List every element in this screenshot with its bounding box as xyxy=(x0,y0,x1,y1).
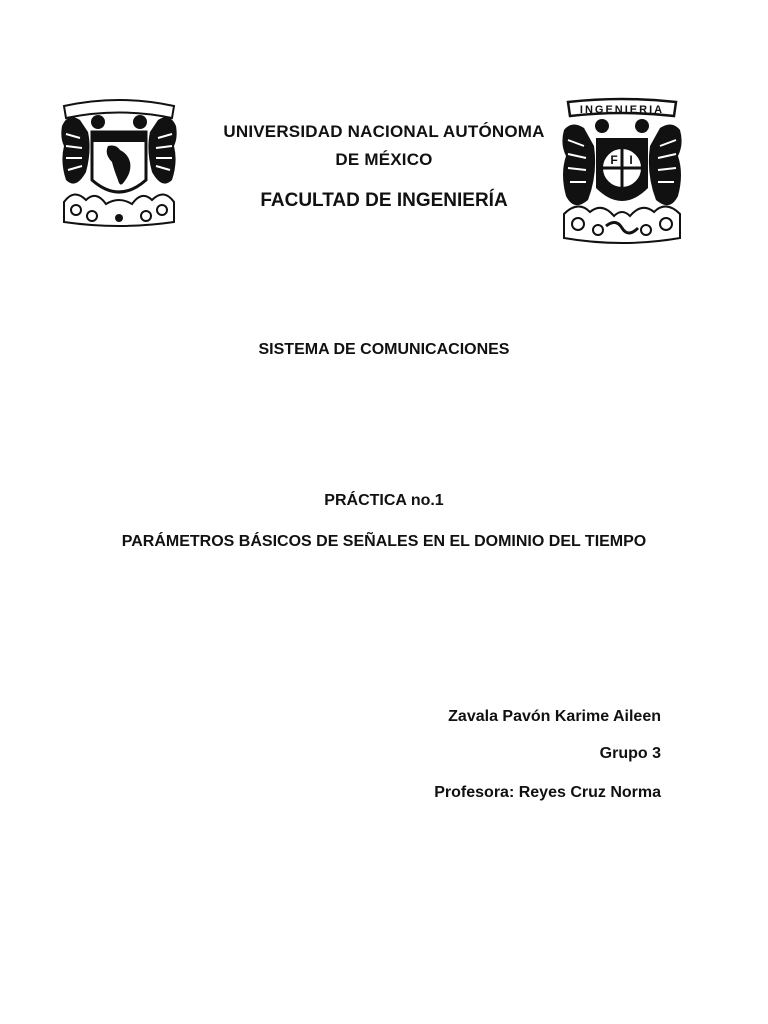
svg-text:I: I xyxy=(629,153,633,167)
header-block xyxy=(186,118,582,214)
subject-title: SISTEMA DE COMUNICACIONES xyxy=(258,341,510,358)
university-name-line1: UNIVERSIDAD NACIONAL AUTÓNOMA xyxy=(223,122,545,141)
student-name: Zavala Pavón Karime Aileen xyxy=(448,708,661,725)
unam-seal-icon xyxy=(58,92,180,232)
practice-title: PARÁMETROS BÁSICOS DE SEÑALES EN EL DOMINIO DEL TIEMPO xyxy=(121,533,647,550)
svg-text:F: F xyxy=(610,153,618,167)
faculty-name: FACULTAD DE INGENIERÍA xyxy=(260,190,508,211)
student-group: Grupo 3 xyxy=(599,745,661,762)
teacher-name: Profesora: Reyes Cruz Norma xyxy=(434,784,661,801)
svg-text:INGENIERIA: INGENIERIA xyxy=(579,104,665,116)
practice-number: PRÁCTICA no.1 xyxy=(324,492,444,509)
university-name-line2: DE MÉXICO xyxy=(335,150,433,169)
